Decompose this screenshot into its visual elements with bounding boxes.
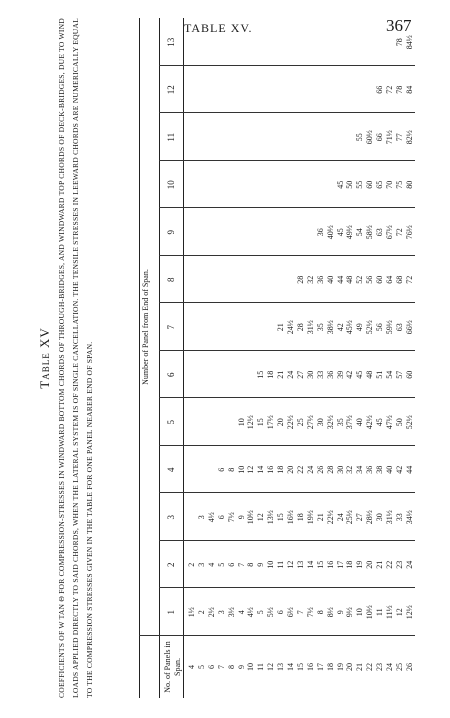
row-span-count: 22 <box>365 663 375 671</box>
table-cell: 22½ <box>325 510 335 525</box>
table-cell: 12 <box>256 513 266 522</box>
column-header: 1 <box>166 610 176 615</box>
table-cell: 27 <box>295 370 305 379</box>
table-cell: 12½ <box>246 415 256 430</box>
table-cell: 10½ <box>365 605 375 620</box>
table-cell: 66½ <box>404 320 414 335</box>
table-cell: 32 <box>305 275 315 284</box>
table-cell: 3½ <box>226 607 236 618</box>
table-cell: 24½ <box>286 320 295 335</box>
table-cell: 13½ <box>266 510 276 525</box>
table-cell: 24 <box>335 513 345 522</box>
row-span-count: 17 <box>315 663 325 671</box>
table-cell: 3 <box>196 562 206 567</box>
table-cell: 52½ <box>404 415 414 430</box>
span-header: Number of Panel from End of Span. <box>141 269 150 385</box>
row-span-count: 16 <box>305 663 315 671</box>
table-cell: 2 <box>187 562 196 567</box>
column-header: 8 <box>166 277 176 282</box>
row-span-count: 23 <box>375 663 385 671</box>
table-cell: 25 <box>295 418 305 427</box>
column-header-rule <box>183 18 184 698</box>
table-cell: 5 <box>256 610 266 615</box>
table-cell: 11½ <box>385 605 394 620</box>
table-cell: 84½ <box>404 35 414 50</box>
table-cell: 4 <box>206 562 216 567</box>
table-cell: 40½ <box>325 225 335 240</box>
table-cell: 45½ <box>345 320 355 335</box>
table-cell: 21 <box>276 323 286 332</box>
table-cell: 9 <box>236 515 246 520</box>
row-span-count: 4 <box>187 665 196 669</box>
row-span-count: 5 <box>196 665 206 669</box>
row-span-count: 10 <box>246 663 256 671</box>
table-cell: 42½ <box>365 415 375 430</box>
table-cell: 25½ <box>345 510 355 525</box>
table-cell: 67½ <box>385 225 394 240</box>
table-cell: 40 <box>325 275 335 284</box>
table-cell: 66 <box>375 133 385 142</box>
table-cell: 27 <box>355 513 365 522</box>
table-cell: 55 <box>355 133 365 142</box>
table-cell: 56 <box>375 323 385 332</box>
table-cell: 36 <box>315 275 325 284</box>
table-cell: 34 <box>355 465 365 474</box>
table-cell: 30 <box>305 370 315 379</box>
table-cell: 80 <box>404 180 414 189</box>
column-header: 11 <box>166 132 176 142</box>
table-cell: 22 <box>295 465 305 474</box>
table-cell: 12½ <box>404 605 414 620</box>
table-cell: 59½ <box>385 320 394 335</box>
table-cell: 78 <box>394 85 404 94</box>
table-cell: 45 <box>355 370 365 379</box>
table-cell: 75 <box>394 180 404 189</box>
table-cell: 52 <box>355 275 365 284</box>
table-cell: 1½ <box>187 607 196 618</box>
table-cell: 24 <box>404 560 414 569</box>
table-cell: 48 <box>345 275 355 284</box>
table-cell: 44 <box>335 275 345 284</box>
table-cell: 54 <box>385 370 394 379</box>
table-cell: 60 <box>404 370 414 379</box>
table-cell: 64 <box>385 275 394 284</box>
row-span-count: 8 <box>226 665 236 669</box>
table-cell: 72 <box>404 275 414 284</box>
table-cell: 30 <box>375 513 385 522</box>
table-cell: 27½ <box>305 415 315 430</box>
row-span-count: 26 <box>404 663 414 671</box>
table-cell: 18 <box>345 560 355 569</box>
span-header-rule <box>159 18 160 698</box>
table-cell: 50 <box>394 418 404 427</box>
table-cell: 14 <box>256 465 266 474</box>
table-cell: 38 <box>375 465 385 474</box>
table-cell: 18 <box>276 465 286 474</box>
table-caption: Table XV <box>37 327 52 389</box>
table-cell: 30 <box>335 465 345 474</box>
table-cell: 9 <box>256 562 266 567</box>
table-cell: 20 <box>286 465 295 474</box>
table-cell: 37½ <box>345 415 355 430</box>
row-span-count: 19 <box>335 663 345 671</box>
table-cell: 82½ <box>404 130 414 145</box>
table-cell: 10½ <box>246 510 256 525</box>
table-cell: 8 <box>315 610 325 615</box>
column-header: 12 <box>166 85 176 95</box>
table-cell: 11 <box>375 608 385 617</box>
table-cell: 19½ <box>305 510 315 525</box>
page-number: 367 <box>386 16 412 35</box>
row-span-count: 13 <box>276 663 286 671</box>
column-header: 3 <box>166 515 176 520</box>
row-span-count: 9 <box>236 665 246 669</box>
table-cell: 39 <box>335 370 345 379</box>
table-cell: 23 <box>394 560 404 569</box>
table-cell: 17½ <box>266 415 276 430</box>
table-cell: 78 <box>394 38 404 47</box>
table-cell: 20 <box>276 418 286 427</box>
table-cell: 9½ <box>345 607 355 618</box>
table-cell: 7 <box>236 562 246 567</box>
column-header: 6 <box>166 372 176 377</box>
table-cell: 42 <box>335 323 345 332</box>
row-span-count: 11 <box>256 663 266 671</box>
table-cell: 16 <box>266 465 276 474</box>
table-cell: 16½ <box>286 510 295 525</box>
table-cell: 34½ <box>404 510 414 525</box>
row-span-count: 7 <box>216 665 226 669</box>
row-span-count: 6 <box>206 665 216 669</box>
table-cell: 22½ <box>286 415 295 430</box>
table-cell: 10 <box>266 560 276 569</box>
table-cell: 14 <box>305 560 315 569</box>
column-header: 4 <box>166 467 176 472</box>
column-header: 10 <box>166 180 176 190</box>
table-cell: 49 <box>355 323 365 332</box>
table-cell: 24 <box>286 370 295 379</box>
table-cell: 4½ <box>206 512 216 523</box>
row-span-count: 24 <box>385 663 394 671</box>
table-cell: 66 <box>375 85 385 94</box>
table-cell: 18 <box>266 370 276 379</box>
table-cell: 5 <box>216 562 226 567</box>
table-cell: 48 <box>365 370 375 379</box>
row-span-count: 14 <box>286 663 295 671</box>
table-cell: 47½ <box>385 415 394 430</box>
table-cell: 11 <box>276 560 286 569</box>
table-cell: 42 <box>394 465 404 474</box>
table-cell: 36 <box>365 465 375 474</box>
table-cell: 40 <box>355 418 365 427</box>
table-cell: 6 <box>216 467 226 472</box>
table-cell: 21 <box>315 513 325 522</box>
table-cell: 55 <box>355 180 365 189</box>
row-span-count: 12 <box>266 663 276 671</box>
table-cell: 9 <box>335 610 345 615</box>
table-cell: 12 <box>246 465 256 474</box>
table-cell: 4½ <box>246 607 256 618</box>
table-cell: 13 <box>295 560 305 569</box>
table-cell: 60 <box>375 275 385 284</box>
table-cell: 60½ <box>365 130 375 145</box>
table-cell: 32½ <box>325 415 335 430</box>
table-cell: 44 <box>404 465 414 474</box>
table-cell: 76½ <box>404 225 414 240</box>
table-cell: 71½ <box>385 130 394 145</box>
table-cell: 17 <box>335 560 345 569</box>
table-cell: 45 <box>335 180 345 189</box>
table-cell: 2½ <box>206 607 216 618</box>
table-cell: 6 <box>276 610 286 615</box>
table-cell: 38½ <box>325 320 335 335</box>
table-cell: 70 <box>385 180 394 189</box>
table-cell: 7½ <box>305 607 315 618</box>
table-cell: 12 <box>394 608 404 617</box>
table-cell: 4 <box>236 610 246 615</box>
table-cell: 15 <box>315 560 325 569</box>
table-cell: 7 <box>295 610 305 615</box>
table-cell: 28 <box>295 275 305 284</box>
table-cell: 10 <box>236 465 246 474</box>
column-header: 7 <box>166 325 176 330</box>
table-cell: 26 <box>315 465 325 474</box>
table-cell: 56 <box>365 275 375 284</box>
table-top-rule <box>139 18 140 698</box>
table-cell: 35 <box>335 418 345 427</box>
table-cell: 68 <box>394 275 404 284</box>
table-cell: 7½ <box>226 512 236 523</box>
table-cell: 16 <box>325 560 335 569</box>
column-header: 9 <box>166 230 176 235</box>
table-cell: 3 <box>216 610 226 615</box>
table-cell: 49½ <box>345 225 355 240</box>
column-header: 5 <box>166 420 176 425</box>
table-cell: 2 <box>196 610 206 615</box>
table-cell: 28½ <box>365 510 375 525</box>
row-span-count: 15 <box>295 663 305 671</box>
table-cell: 18 <box>295 513 305 522</box>
table-cell: 6 <box>216 515 226 520</box>
table-cell: 54 <box>355 228 365 237</box>
table-cell: 10 <box>355 608 365 617</box>
table-cell: 10 <box>236 418 246 427</box>
table-cell: 31½ <box>385 510 394 525</box>
table-cell: 21 <box>276 370 286 379</box>
table-cell: 3 <box>196 515 206 520</box>
table-cell: 77 <box>394 133 404 142</box>
row-span-count: 21 <box>355 663 365 671</box>
table-cell: 36 <box>325 370 335 379</box>
table-description: COEFFICIENTS OF W TAN Θ FOR COMPRESSION-STRESSES IN WINDWARD BOTTOM CHORDS OF THROUGH-BRIDGES, AND WINDWARD TOP CHORDS OF DECK-BRIDGES, DUE TO WIND LOADS APPLIED DIRECTLY TO SAID CHORDS, WHEN THE LATERAL SYSTEM IS OF SINGLE CANCELLATION. THE TENSILE STRESSES IN LEEWARD CHORDS ARE NUMERICALLY EQUAL TO THE COMPRESSION STRESSES GIVEN IN THE TABLE FOR ONE PANEL NEARER END OF SPAN. <box>57 18 94 698</box>
table-cell: 84 <box>404 85 414 94</box>
table-cell: 5½ <box>266 607 276 618</box>
table-cell: 22 <box>385 560 394 569</box>
table-cell: 33 <box>315 370 325 379</box>
table-cell: 32 <box>345 465 355 474</box>
table-cell: 8 <box>246 562 256 567</box>
table-cell: 31½ <box>305 320 315 335</box>
table-cell: 35 <box>315 323 325 332</box>
table-cell: 8 <box>226 467 236 472</box>
table-cell: 20 <box>365 560 375 569</box>
table-cell: 15 <box>256 370 266 379</box>
row-span-count: 20 <box>345 663 355 671</box>
table-cell: 45 <box>375 418 385 427</box>
running-title: TABLE XV. <box>184 21 253 35</box>
table-cell: 72 <box>394 228 404 237</box>
table-cell: 8½ <box>325 607 335 618</box>
table-cell: 21 <box>375 560 385 569</box>
table-cell: 60 <box>365 180 375 189</box>
table-cell: 6 <box>226 562 236 567</box>
table-cell: 65 <box>375 180 385 189</box>
table-cell: 42 <box>345 370 355 379</box>
table-cell: 63 <box>394 323 404 332</box>
table-cell: 19 <box>355 560 365 569</box>
rotated-table-block <box>35 18 415 698</box>
row-span-count: 25 <box>394 663 404 671</box>
table-cell: 33 <box>394 513 404 522</box>
table-cell: 45 <box>335 228 345 237</box>
row-span-count: 18 <box>325 663 335 671</box>
table-cell: 28 <box>325 465 335 474</box>
table-cell: 15 <box>256 418 266 427</box>
table-cell: 36 <box>315 228 325 237</box>
table-cell: 50 <box>345 180 355 189</box>
table-cell: 57 <box>394 370 404 379</box>
row-header: No. of Panels in Span. <box>163 641 182 693</box>
table-cell: 52½ <box>365 320 375 335</box>
table-cell: 51 <box>375 370 385 379</box>
table-cell: 24 <box>305 465 315 474</box>
table-cell: 40 <box>385 465 394 474</box>
column-header: 2 <box>166 562 176 567</box>
table-cell: 12 <box>286 560 295 569</box>
table-cell: 63 <box>375 228 385 237</box>
table-cell: 30 <box>315 418 325 427</box>
table-cell: 6½ <box>286 607 295 618</box>
table-cell: 28 <box>295 323 305 332</box>
table-cell: 72 <box>385 85 394 94</box>
table-cell: 58½ <box>365 225 375 240</box>
table-cell: 15 <box>276 513 286 522</box>
column-header: 13 <box>166 37 176 47</box>
